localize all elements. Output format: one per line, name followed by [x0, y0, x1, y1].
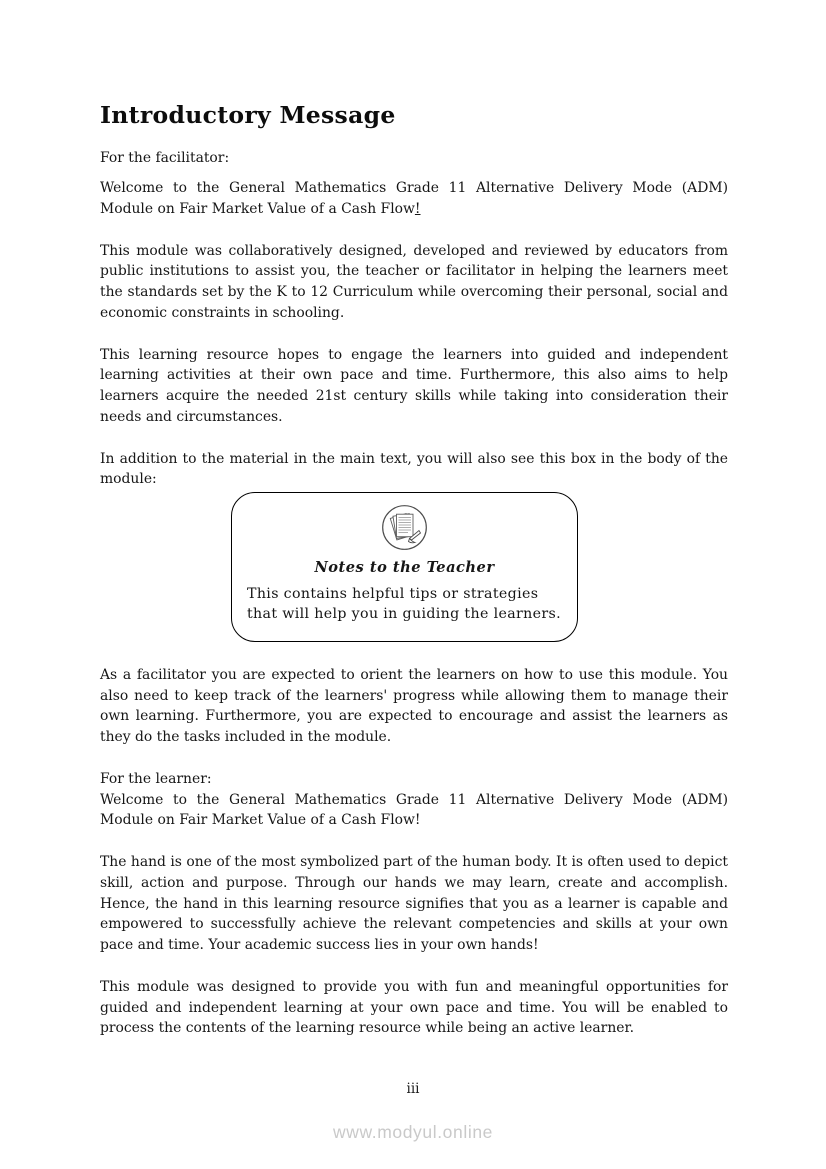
facilitator-closing-paragraph: As a facilitator you are expected to orient the learners on how to use this module. You also need to keep track of the learners' progress while allowing them to manage their own learning. Furthermore, you are expected to encourage and assist the learners as they do the tasks included in the module. — [100, 666, 728, 746]
notes-to-teacher-box — [231, 492, 578, 642]
learner-section — [100, 769, 728, 1039]
watermark-text: www.modyul.online — [333, 1122, 493, 1142]
learner-welcome-paragraph: Welcome to the General Mathematics Grade 11 Alternative Delivery Mode (ADM) Module on Fair Market Value of a Cash Flow! — [100, 791, 728, 829]
learner-label: For the learner: — [100, 770, 212, 787]
notepad-hand-icon — [247, 504, 562, 551]
facilitator-paragraph-2: This learning resource hopes to engage the learners into guided and independent learning activities at their own pace and time. Furthermore, this also aims to help learners acquire the needed 21st century skills while taking into consideration their needs and circumstances. — [100, 346, 728, 426]
facilitator-label: For the facilitator: — [100, 150, 230, 166]
page-title: Introductory Message — [100, 101, 396, 129]
note-box-body: This contains helpful tips or strategies that will help you in guiding the learners. — [247, 586, 562, 623]
facilitator-paragraph-3: In addition to the material in the main text, you will also see this box in the body of the module: — [100, 450, 728, 488]
facilitator-welcome-exclamation: ! — [414, 201, 421, 218]
facilitator-welcome-paragraph — [100, 178, 728, 220]
page-number: iii — [406, 1081, 420, 1097]
page-content — [100, 101, 728, 1060]
facilitator-welcome-text: Welcome to the General Mathematics Grade 11 Alternative Delivery Mode (ADM) Module on Fair Market Value of a Cash Flow — [100, 180, 728, 218]
learner-paragraph-2: This module was designed to provide you with fun and meaningful opportunities for guided and independent learning at your own pace and time. You will be enabled to process the contents of the learning resource while being an active learner. — [100, 978, 728, 1037]
learner-paragraph-1: The hand is one of the most symbolized part of the human body. It is often used to depict skill, action and purpose. Through our hands we may learn, create and accomplish. Hence, the hand in this learning resource signifies that you as a learner is capable and empowered to successfully achieve the relevant competencies and skills at your own pace and time. Your academic success lies in your own hands! — [100, 854, 728, 954]
note-box-title: Notes to the Teacher — [314, 559, 495, 577]
facilitator-paragraph-1: This module was collaboratively designed, developed and reviewed by educators from public institutions to assist you, the teacher or facilitator in helping the learners meet the standards set by the K to 12 Curriculum while overcoming their personal, social and economic constraints in schooling. — [100, 242, 728, 322]
